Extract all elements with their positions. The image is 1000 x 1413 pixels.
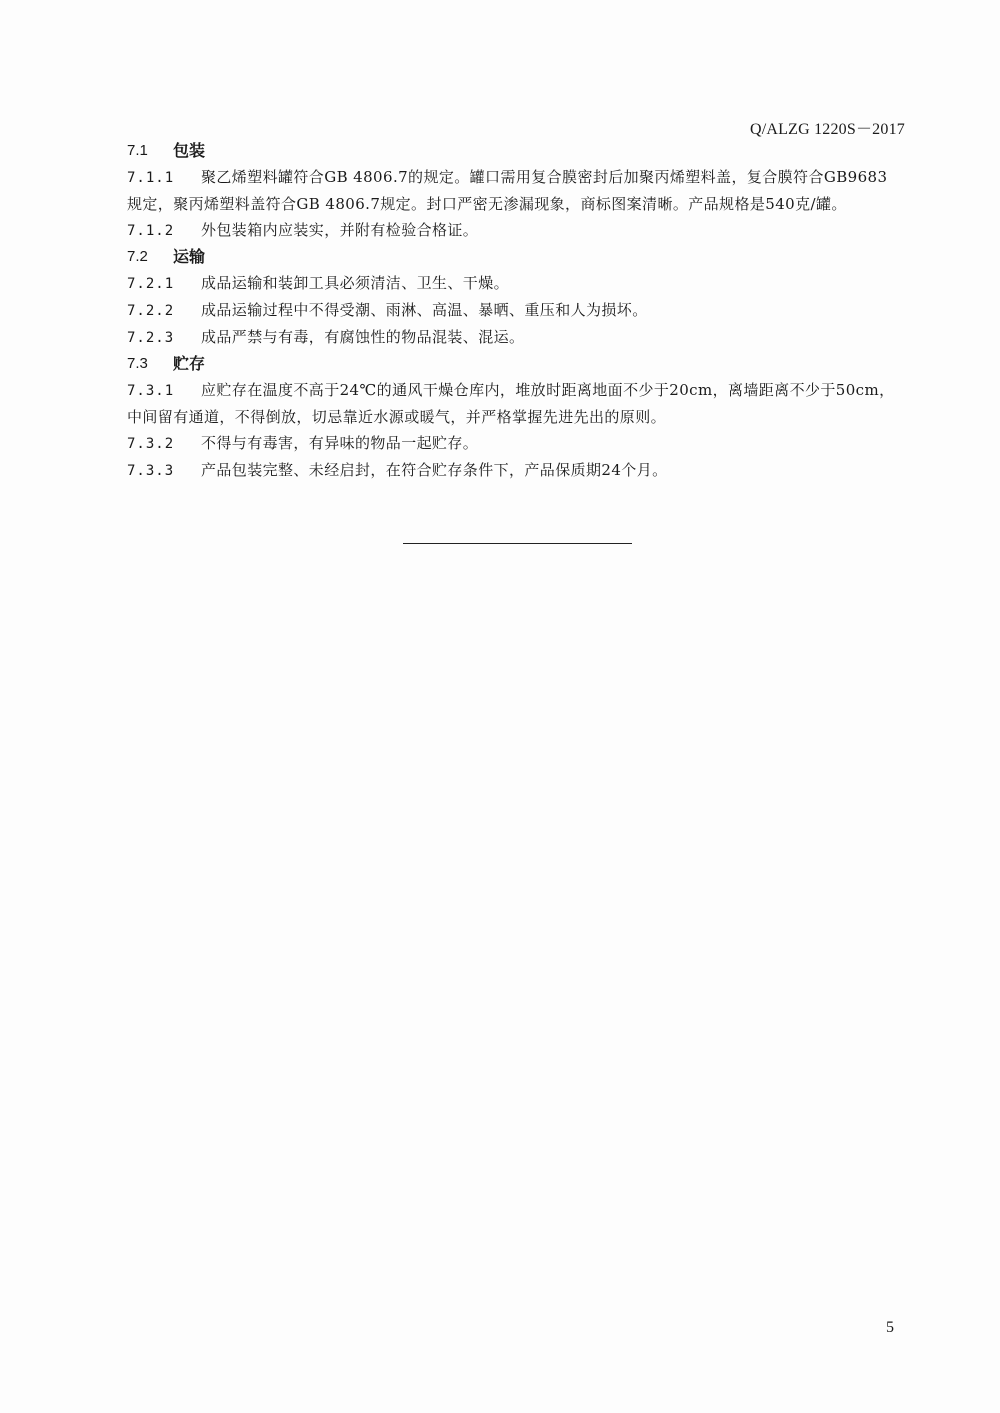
clause-number: 7.2.3 (127, 330, 175, 346)
section-number: 7.2 (127, 248, 148, 265)
standard-code: Q/ALZG 1220S－2017 (750, 121, 905, 138)
clause-7-1-2 (127, 217, 902, 244)
clause-number: 7.2.1 (127, 276, 175, 292)
section-number: 7.3 (127, 355, 148, 372)
clause-number: 7.3.2 (127, 436, 175, 452)
section-title: 贮存 (173, 354, 206, 373)
clause-7-3-3 (127, 457, 902, 484)
section-number: 7.1 (127, 142, 148, 159)
document-body (127, 138, 902, 484)
clause-7-3-2 (127, 430, 902, 457)
clause-text: 成品运输和装卸工具必须清洁、卫生、干燥。 (201, 274, 510, 292)
section-heading-storage (127, 351, 902, 377)
section-heading-packaging (127, 138, 902, 164)
clause-7-3-1 (127, 377, 902, 430)
clause-7-2-1 (127, 270, 902, 297)
clause-text: 不得与有毒害，有异味的物品一起贮存。 (201, 434, 479, 452)
clause-text: 应贮存在温度不高于24℃的通风干燥仓库内，堆放时距离地面不少于20cm，离墙距离不少于50cm，中间留有通道，不得倒放，切忌靠近水源或暖气，并严格掌握先进先出的原则。 (127, 381, 895, 426)
clause-number: 7.1.1 (127, 170, 175, 186)
clause-number: 7.2.2 (127, 303, 175, 319)
clause-number: 7.1.2 (127, 223, 175, 239)
clause-7-2-3 (127, 324, 902, 351)
page-number: 5 (886, 1319, 894, 1336)
clause-number: 7.3.3 (127, 463, 175, 479)
clause-text: 聚乙烯塑料罐符合GB 4806.7的规定。罐口需用复合膜密封后加聚丙烯塑料盖，复合膜符合GB9683规定，聚丙烯塑料盖符合GB 4806.7规定。封口严密无渗漏现象，商标图案清晰。产品规格是540克/罐。 (127, 168, 888, 213)
clause-7-2-2 (127, 297, 902, 324)
clause-number: 7.3.1 (127, 383, 175, 399)
section-title: 运输 (173, 247, 206, 266)
end-of-document-rule (403, 543, 632, 544)
clause-text: 产品包装完整、未经启封，在符合贮存条件下，产品保质期24个月。 (201, 461, 668, 479)
clause-text: 外包装箱内应装实，并附有检验合格证。 (201, 221, 479, 239)
section-title: 包装 (173, 141, 206, 160)
section-heading-transport (127, 244, 902, 270)
clause-text: 成品严禁与有毒，有腐蚀性的物品混装、混运。 (201, 328, 525, 346)
clause-text: 成品运输过程中不得受潮、雨淋、高温、暴晒、重压和人为损坏。 (201, 301, 648, 319)
clause-7-1-1 (127, 164, 902, 217)
